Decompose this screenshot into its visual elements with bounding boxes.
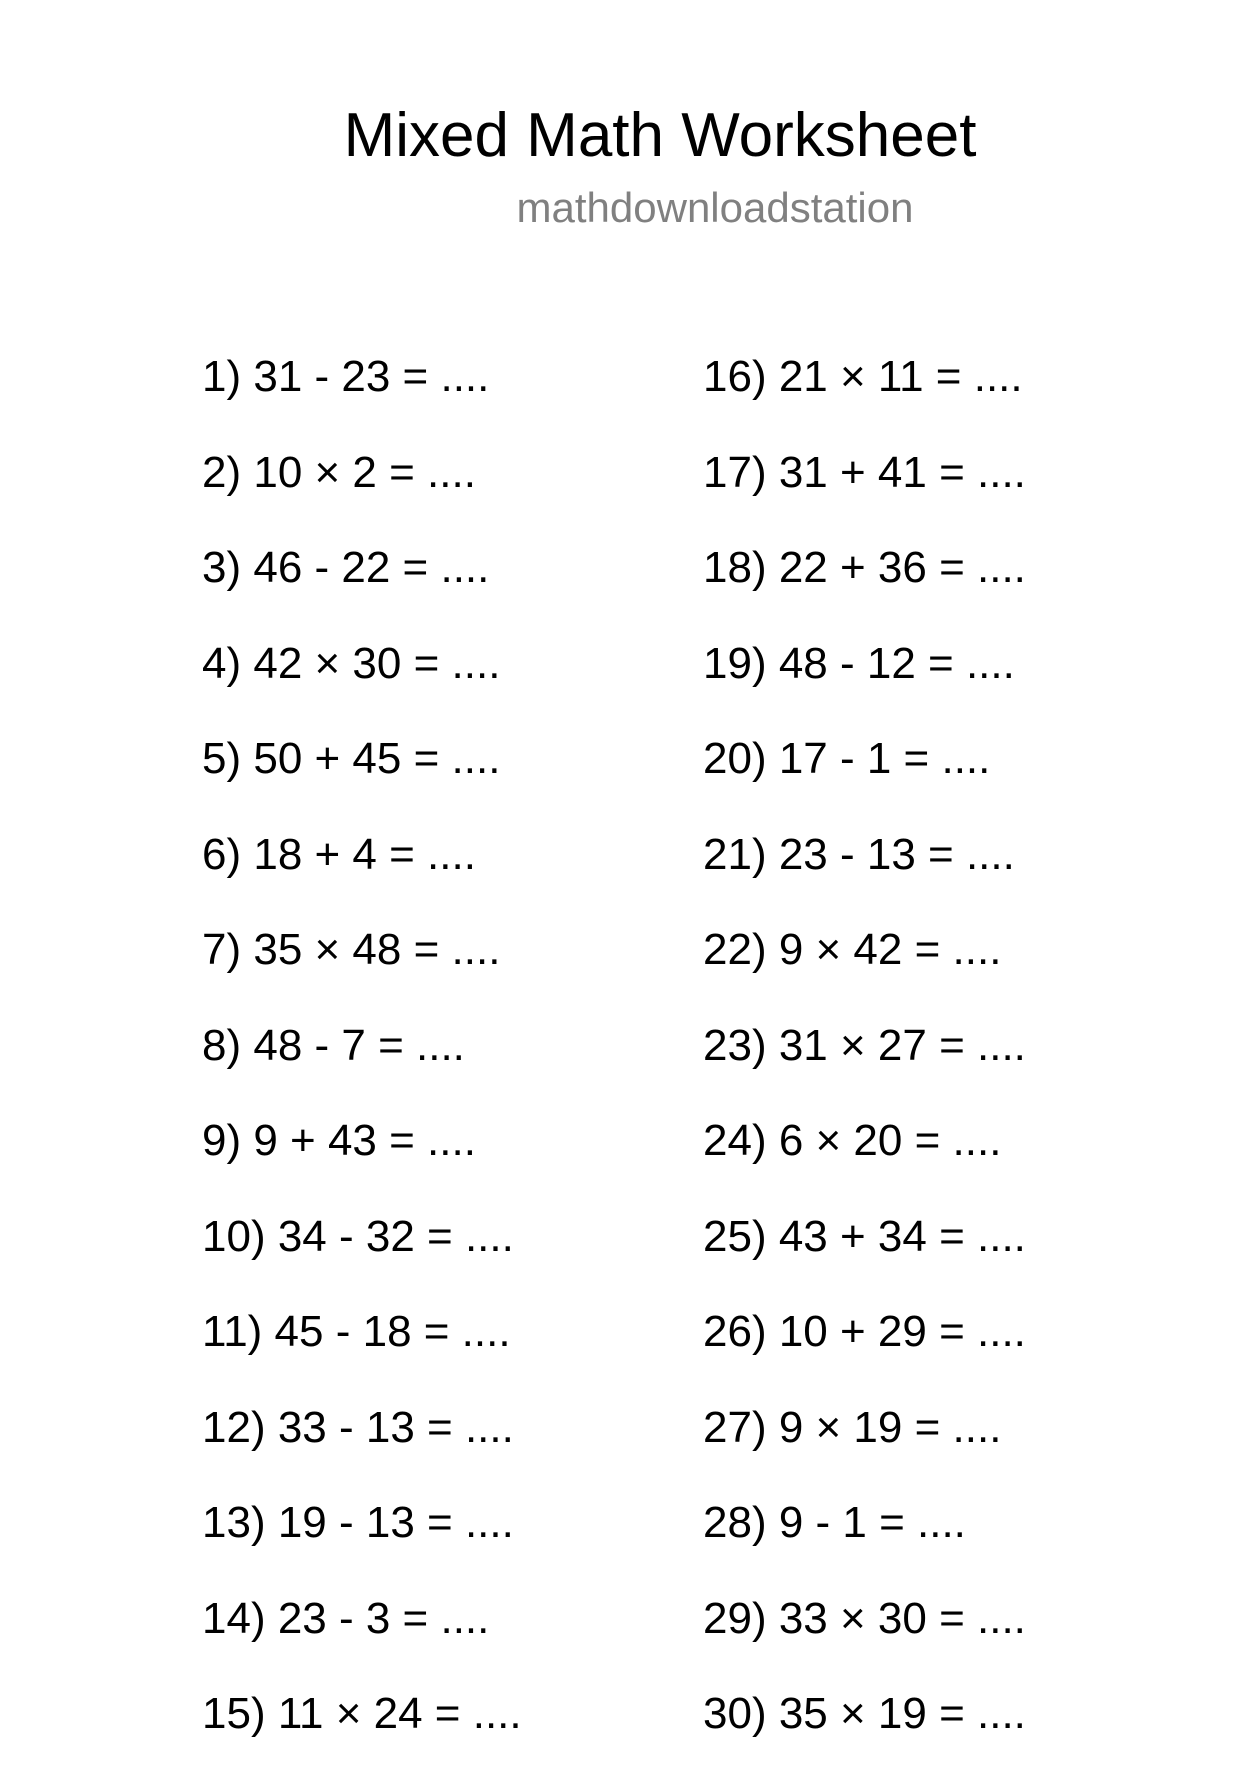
problem-item: 27) 9 × 19 = ....: [703, 1402, 1002, 1452]
problem-item: 29) 33 × 30 = ....: [703, 1593, 1026, 1643]
problem-item: 26) 10 + 29 = ....: [703, 1307, 1026, 1356]
problem-item: 5) 50 + 45 = ....: [202, 734, 501, 783]
problem-item: 19) 48 - 12 = ....: [703, 638, 1015, 688]
problem-item: 1) 31 - 23 = ....: [202, 352, 490, 401]
problem-item: 7) 35 × 48 = ....: [202, 925, 501, 974]
problem-item: 15) 11 × 24 = ....: [202, 1689, 522, 1738]
problem-item: 4) 42 × 30 = ....: [202, 638, 501, 688]
problem-item: 8) 48 - 7 = ....: [202, 1020, 465, 1070]
problem-item: 14) 23 - 3 = ....: [202, 1593, 490, 1643]
worksheet-subtitle: mathdownloadstation: [516, 184, 914, 231]
problem-item: 13) 19 - 13 = ....: [202, 1498, 514, 1547]
problem-item: 28) 9 - 1 = ....: [703, 1498, 966, 1547]
problem-column-right: [703, 349, 1026, 1782]
worksheet-title: Mixed Math Worksheet: [343, 101, 977, 170]
problem-item: 30) 35 × 19 = ....: [703, 1689, 1026, 1738]
problem-item: 2) 10 × 2 = ....: [202, 447, 476, 497]
problem-item: 6) 18 + 4 = ....: [202, 829, 476, 879]
problem-column-left: [202, 349, 522, 1782]
problem-item: 17) 31 + 41 = ....: [703, 447, 1026, 497]
problem-item: 9) 9 + 43 = ....: [202, 1116, 476, 1165]
problem-item: 24) 6 × 20 = ....: [703, 1116, 1002, 1165]
problem-item: 22) 9 × 42 = ....: [703, 925, 1002, 974]
problem-item: 12) 33 - 13 = ....: [202, 1402, 514, 1452]
problem-item: 11) 45 - 18 = ....: [202, 1307, 511, 1356]
problem-item: 18) 22 + 36 = ....: [703, 543, 1026, 592]
problem-item: 3) 46 - 22 = ....: [202, 543, 490, 592]
problem-item: 16) 21 × 11 = ....: [703, 352, 1023, 401]
problem-item: 10) 34 - 32 = ....: [202, 1211, 514, 1261]
problem-item: 25) 43 + 34 = ....: [703, 1211, 1026, 1261]
problem-item: 23) 31 × 27 = ....: [703, 1020, 1026, 1070]
problem-item: 21) 23 - 13 = ....: [703, 829, 1015, 879]
problem-item: 20) 17 - 1 = ....: [703, 734, 991, 783]
